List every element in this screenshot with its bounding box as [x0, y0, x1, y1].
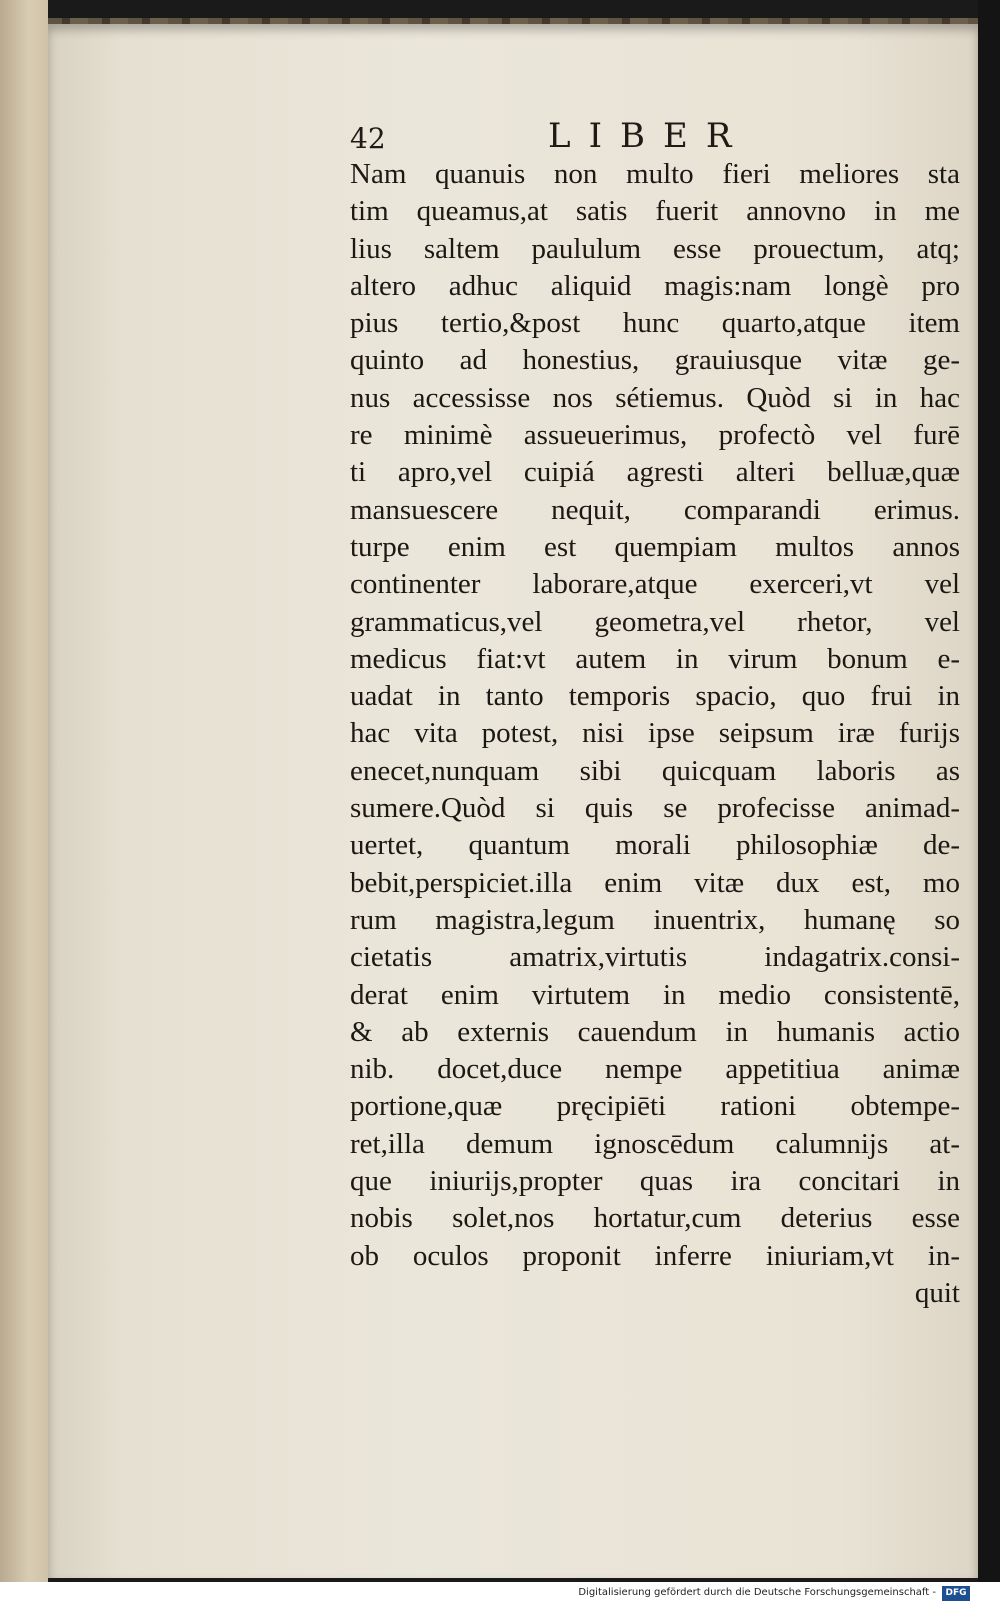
text-line: lius saltem paululum esse prouectum, atq;: [350, 232, 960, 265]
text-line: nib. docet,duce nempe appetitiua animæ: [350, 1053, 960, 1086]
page-number: 42: [350, 122, 386, 155]
text-line: tim queamus,at satis fuerit annovno in me: [350, 195, 960, 228]
text-line: altero adhuc aliquid magis:nam longè pro: [350, 269, 960, 302]
text-line: medicus fiat:vt autem in virum bonum e-: [350, 642, 960, 675]
scan-border-right: [978, 0, 1000, 1582]
page-header: [350, 116, 950, 156]
text-line: bebit,perspiciet.illa enim vitæ dux est, mo: [350, 866, 960, 899]
text-line: mansuescere nequit, comparandi erimus.: [350, 493, 960, 526]
text-line: Nam quanuis non multo fieri meliores sta: [350, 158, 960, 190]
running-head: LIBER: [548, 116, 750, 156]
catchword: quit: [914, 1276, 960, 1309]
text-line: portione,quæ pręcipiēti rationi obtempe-: [350, 1090, 960, 1123]
text-line: cietatis amatrix,virtutis indagatrix.consi-: [350, 941, 960, 974]
text-line: nus accessisse nos sétiemus. Quòd si in hac: [350, 381, 960, 414]
text-line: uadat in tanto temporis spacio, quo frui in: [350, 680, 960, 713]
text-line: ob oculos proponit inferre iniuriam,vt in-: [350, 1239, 960, 1272]
footer-bar: [0, 1582, 1000, 1607]
text-line: sumere.Quòd si quis se profecisse animad-: [350, 792, 960, 825]
funding-credit: Digitalisierung gefördert durch die Deutsche Forschungsgemeinschaft -: [578, 1587, 936, 1598]
text-line: nobis solet,nos hortatur,cum deterius esse: [350, 1202, 960, 1235]
text-line: turpe enim est quempiam multos annos: [350, 530, 960, 563]
text-line: hac vita potest, nisi ipse seipsum iræ furijs: [350, 717, 960, 750]
book-edge-left: [0, 0, 48, 1582]
text-line: enecet,nunquam sibi quicquam laboris as: [350, 754, 960, 787]
text-line: grammaticus,vel geometra,vel rhetor, vel: [350, 605, 960, 638]
text-line: uertet, quantum morali philosophiæ de-: [350, 829, 960, 862]
text-line: pius tertio,&post hunc quarto,atque item: [350, 307, 960, 340]
text-line: derat enim virtutem in medio consistentē,: [350, 978, 960, 1011]
text-line: quinto ad honestius, grauiusque vitæ ge-: [350, 344, 960, 377]
text-line: re minimè assueuerimus, profectò vel furē: [350, 419, 960, 452]
text-line: & ab externis cauendum in humanis actio: [350, 1015, 960, 1048]
body-text: [350, 156, 960, 1312]
text-line: que iniurijs,propter quas ira concitari in: [350, 1165, 960, 1198]
text-line: rum magistra,legum inuentrix, humanę so: [350, 903, 960, 936]
dfg-logo: DFG: [942, 1586, 970, 1601]
text-line: ti apro,vel cuipiá agresti alteri belluæ,quæ: [350, 456, 960, 489]
text-line: ret,illa demum ignoscēdum calumnijs at-: [350, 1127, 960, 1160]
text-line: continenter laborare,atque exerceri,vt vel: [350, 568, 960, 601]
